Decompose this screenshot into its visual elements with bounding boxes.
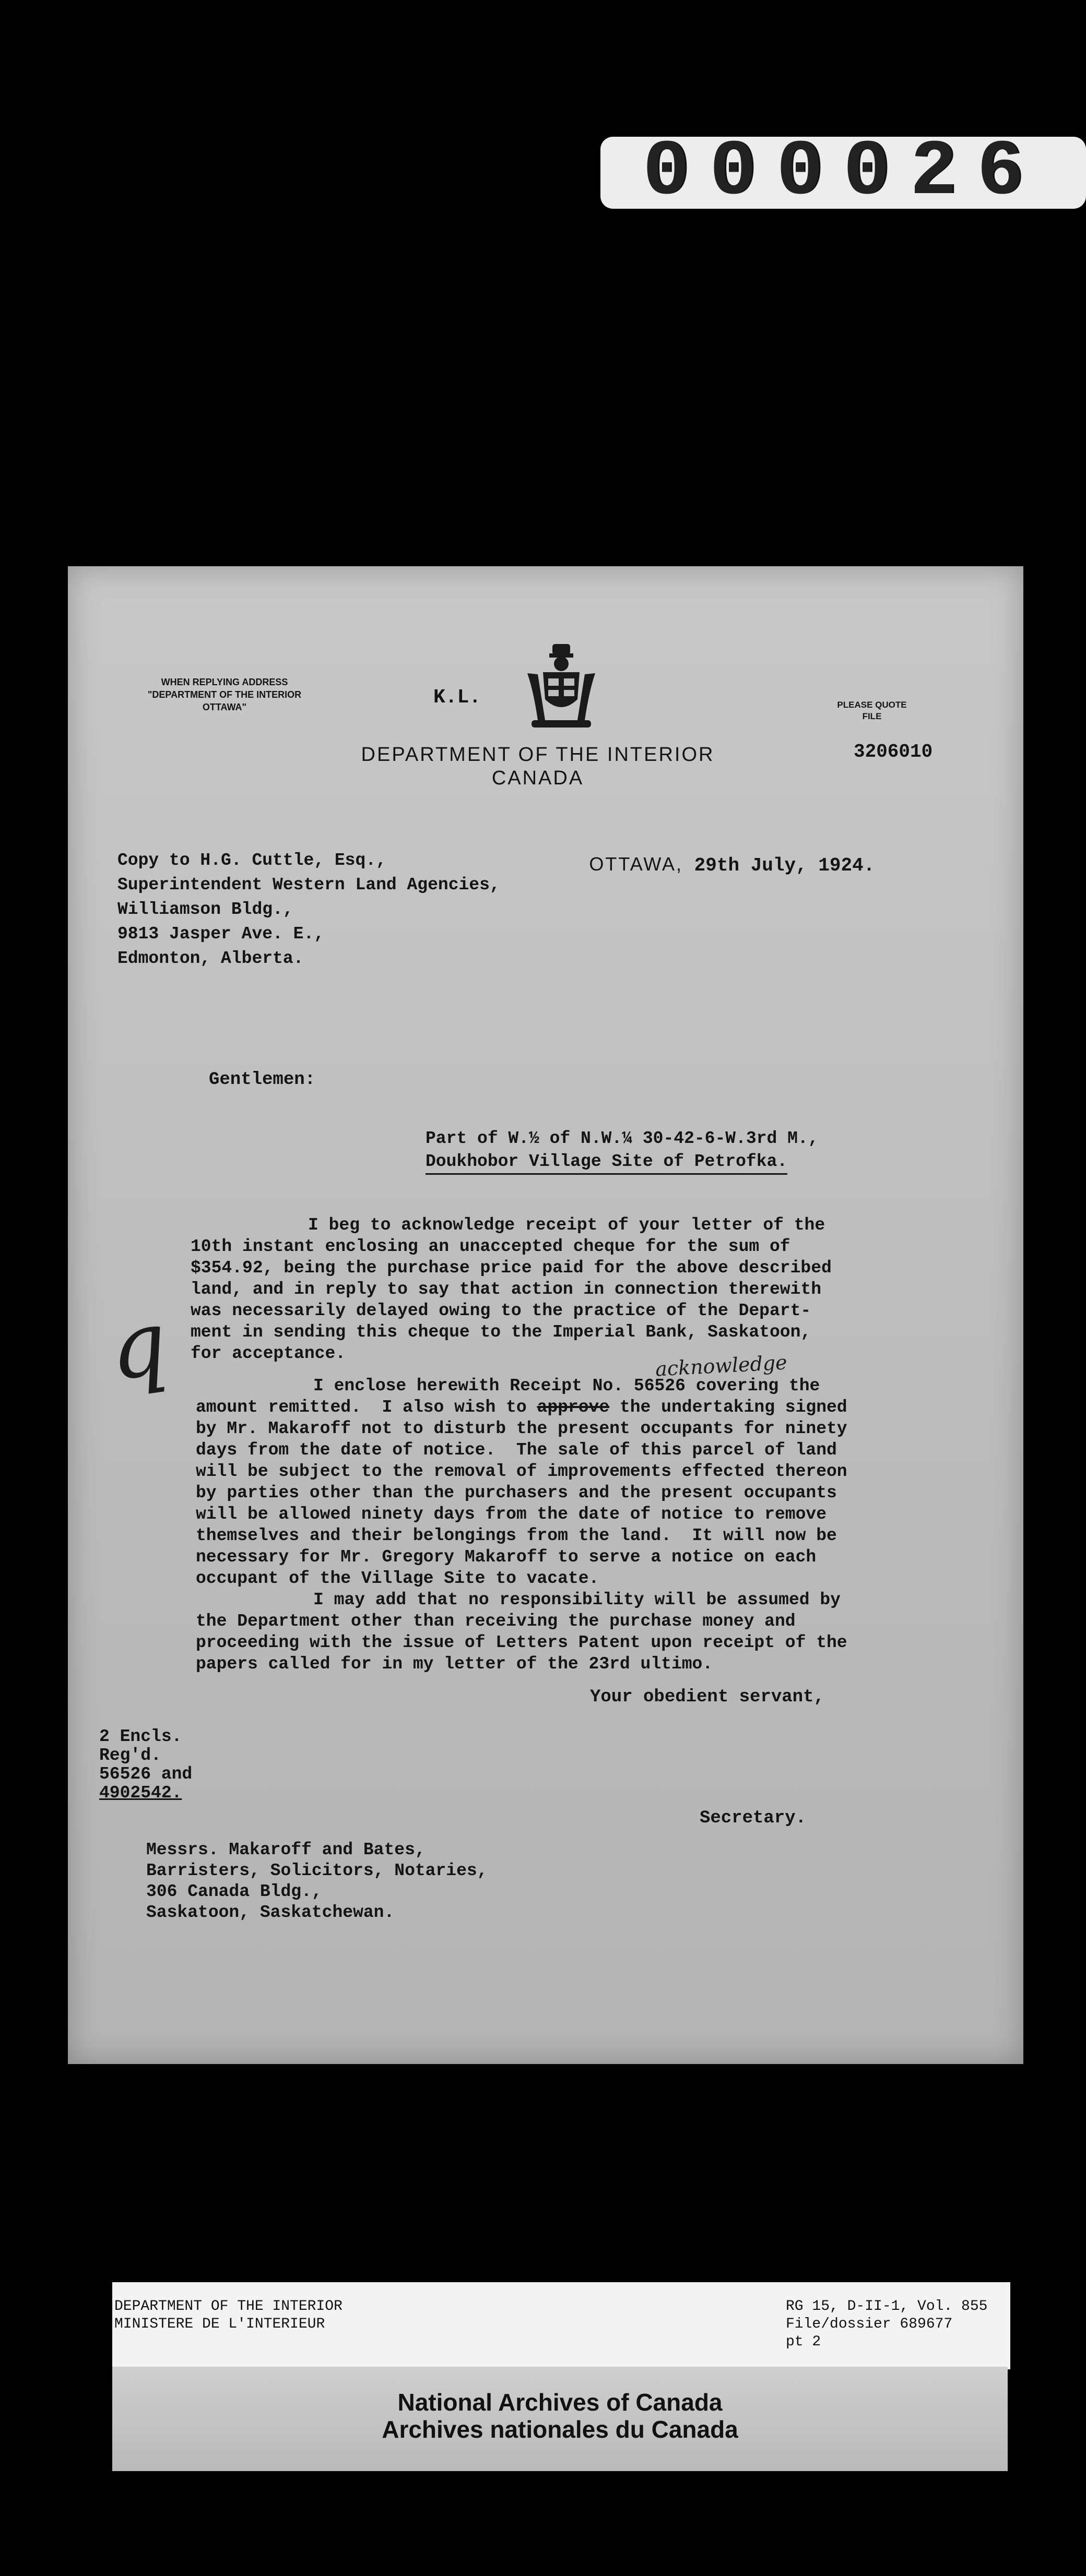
copy-to-line: Copy to H.G. Cuttle, Esq., xyxy=(117,851,386,870)
date: 29th July, 1924. xyxy=(694,855,875,876)
copy-to-line: Edmonton, Alberta. xyxy=(117,949,304,968)
paragraph-line: necessary for Mr. Gregory Makaroff to serve a notice on each xyxy=(196,1547,817,1567)
enclosure-line: 4902542. xyxy=(99,1783,182,1803)
frame-number: 000026 xyxy=(600,137,1086,209)
addressee-line: Barristers, Solicitors, Notaries, xyxy=(146,1861,488,1880)
paragraph-line: occupant of the Village Site to vacate. xyxy=(196,1569,599,1588)
footer-line: DEPARTMENT OF THE INTERIOR xyxy=(114,2298,343,2315)
archive-reference-strip xyxy=(112,2282,1010,2369)
country-heading: CANADA xyxy=(491,767,584,789)
coat-of-arms-icon xyxy=(522,642,600,733)
paragraph-2 xyxy=(196,1375,847,1589)
please-quote-line: PLEASE QUOTE xyxy=(837,700,907,710)
salutation: Gentlemen: xyxy=(209,1070,316,1090)
footer-line: MINISTERE DE L'INTERIEUR xyxy=(114,2316,325,2332)
copy-to-line: 9813 Jasper Ave. E., xyxy=(117,924,325,944)
copy-to-line: Superintendent Western Land Agencies, xyxy=(117,875,500,895)
copy-to-block xyxy=(117,848,500,971)
paragraph-line: 10th instant enclosing an unaccepted cheque for the sum of xyxy=(191,1237,790,1256)
addressee-line: Saskatoon, Saskatchewan. xyxy=(146,1903,395,1922)
paragraph-line: will be allowed ninety days from the date of notice to remove xyxy=(196,1505,827,1524)
initials: K.L. xyxy=(433,686,481,709)
paragraph-line: the Department other than receiving the purchase money and xyxy=(196,1612,796,1631)
paragraph-line: I enclose herewith Receipt No. 56526 covering the xyxy=(313,1376,820,1396)
reply-address-line: "DEPARTMENT OF THE INTERIOR xyxy=(147,689,302,700)
reply-address-line: WHEN REPLYING ADDRESS xyxy=(161,677,288,687)
subject-line: Part of W.½ of N.W.¼ 30-42-6-W.3rd M., xyxy=(426,1129,819,1148)
closing: Your obedient servant, xyxy=(590,1687,824,1707)
enclosure-line: Reg'd. xyxy=(99,1746,161,1765)
paragraph-line: for acceptance. xyxy=(191,1344,346,1363)
paragraph-line: land, and in reply to say that action in connection therewith xyxy=(191,1280,821,1299)
footer-line: RG 15, D-II-1, Vol. 855 xyxy=(786,2298,988,2315)
paragraph-line: I beg to acknowledge receipt of your letter of the xyxy=(308,1215,825,1235)
letter-page xyxy=(68,566,1023,2064)
paragraph-line: I may add that no responsibility will be assumed by xyxy=(313,1590,841,1609)
handwritten-insert: acknowledge xyxy=(655,1351,788,1381)
paragraph-line: proceeding with the issue of Letters Patent upon receipt of the xyxy=(196,1633,847,1652)
please-quote xyxy=(825,699,919,722)
reply-address-line: OTTAWA" xyxy=(202,702,247,712)
please-quote-line: FILE xyxy=(862,711,882,721)
paragraph-line: papers called for in my letter of the 23rd ultimo. xyxy=(196,1654,713,1674)
archives-name-fr: Archives nationales du Canada xyxy=(382,2416,738,2443)
paragraph-line: $354.92, being the purchase price paid for the above described xyxy=(191,1258,832,1278)
text-run: amount remitted. I also wish to xyxy=(196,1398,537,1417)
addressee-line: 306 Canada Bldg., xyxy=(146,1882,322,1901)
footer-line: File/dossier 689677 xyxy=(786,2316,953,2332)
text-run: the undertaking signed xyxy=(609,1398,847,1417)
paragraph-line: by Mr. Makaroff not to disturb the present occupants for ninety xyxy=(196,1419,847,1438)
footer-department xyxy=(114,2298,343,2333)
date-line xyxy=(569,844,875,886)
subject-block xyxy=(426,1127,819,1175)
department-heading: DEPARTMENT OF THE INTERIOR xyxy=(361,744,715,766)
addressee-line: Messrs. Makaroff and Bates, xyxy=(146,1840,426,1859)
signature-title: Secretary. xyxy=(700,1808,807,1828)
margin-mark: q xyxy=(102,1291,174,1401)
footer-line: pt 2 xyxy=(786,2334,821,2350)
paragraph-line: will be subject to the removal of improvements effected thereon xyxy=(196,1462,847,1481)
struck-word: approve xyxy=(537,1398,610,1417)
copy-to-line: Williamson Bldg., xyxy=(117,900,293,919)
file-number: 3206010 xyxy=(854,741,933,762)
paragraph-line: days from the date of notice. The sale of this parcel of land xyxy=(196,1440,837,1460)
archives-banner xyxy=(112,2367,1008,2471)
paragraph-line: was necessarily delayed owing to the practice of the Depart- xyxy=(191,1301,811,1320)
paragraph-1 xyxy=(191,1214,832,1364)
addressee-block xyxy=(146,1840,488,1923)
paragraph-3 xyxy=(196,1589,847,1675)
reply-address xyxy=(146,676,303,713)
paragraph-line: themselves and their belongings from the land. It will now be xyxy=(196,1526,837,1545)
enclosure-line: 56526 and xyxy=(99,1764,193,1784)
enclosure-line: 2 Encls. xyxy=(99,1727,182,1746)
enclosures-block xyxy=(99,1727,192,1803)
paragraph-line xyxy=(196,1397,847,1418)
paragraph-line: by parties other than the purchasers and the present occupants xyxy=(196,1483,837,1502)
footer-reference xyxy=(786,2298,987,2351)
place: OTTAWA, xyxy=(589,853,683,875)
paragraph-line: ment in sending this cheque to the Imperial Bank, Saskatoon, xyxy=(191,1322,811,1342)
archives-name-en: National Archives of Canada xyxy=(397,2389,723,2416)
subject-line-underlined: Doukhobor Village Site of Petrofka. xyxy=(426,1150,787,1175)
